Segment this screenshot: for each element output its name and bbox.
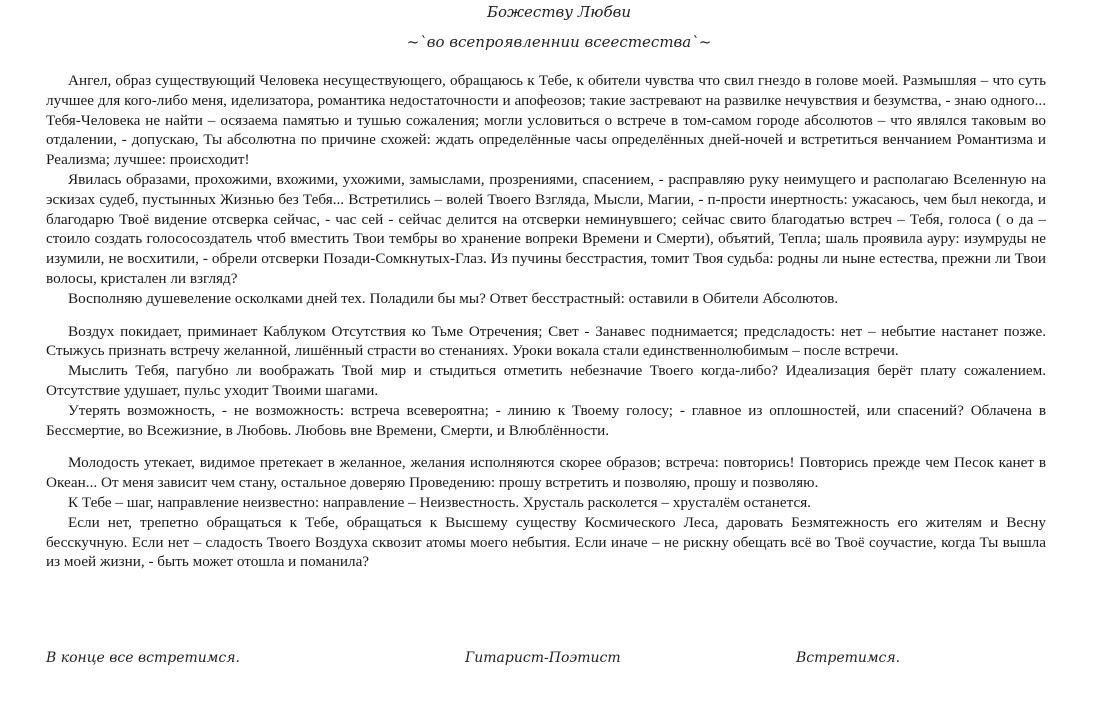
- paragraph: Мыслить Тебя, пагубно ли воображать Твой мир и стыдиться отметить небезначие Твоего когда-либо? Идеализация берёт плату сожалением. Отсутствие удушает, пульс уходит Твоими шагами.: [46, 362, 1046, 399]
- footer-closing-line: В конце все встретимся.: [46, 650, 240, 666]
- paragraph: Молодость утекает, видимое претекает в желанное, желания исполняются скорее образов; встреча: повторись! Повторись прежде чем Песок канет в Океан... От меня зависит чем стану, остальное доверяю Проведению: прошу встретить и позволяю, прошу и позволяю.: [46, 454, 1046, 492]
- paragraph: Восполняю душевеление осколками дней тех. Поладили бы мы? Ответ бесстрастный: оставили в Обители Абсолютов.: [68, 289, 839, 307]
- section-1: [46, 71, 1046, 309]
- footer-signature: Гитарист-Поэтист: [465, 650, 621, 666]
- document-subtitle: ~`во всепроявленнии всеестества`~: [406, 33, 712, 51]
- paragraph: Ангел, образ существующий Человека несуществующего, обращаюсь к Тебе, к обители чувства что свил гнездо в голове моей. Размышляя – что суть лучшее для кого-либо меня, иделизатора, романтика недостаточности и апофеозов; такие застревают на развилке нечувствия и безумства, - знаю одного... Тебя-Человека не найти – осязаема памятью и тушью сожаления; могли условиться о встрече в том-самом городе абсолютов – что являлся таковым во отдалении, - допускаю, Ты абсолютна по причине схожей: ждать определённые часы определённых дней-ночей и встретиться венчанием Романтизма и Реализма; лучшее: происходит!: [46, 72, 1046, 169]
- paragraph: Если нет, трепетно обращаться к Тебе, обращаться к Высшему существу Космического Леса, даровать Безмятежность его жителям и Весну бесскучную. Если нет – сладость Твоего Воздуха сквозит атомы моего небытия. Если иначе – не рискну обещать всё во Твоё соучастие, когда Ты вышла из моей жизни, - быть может отошла и поманила?: [46, 513, 1046, 571]
- paragraph: Воздух покидает, приминает Каблуком Отсутствия ко Тьме Отречения; Свет - Занавес поднимается; предсладость: нет – небытие настанет позже. Стыжусь признать встречу желанной, лишённый страсти во стенаниях. Уроки вокала стали единственнолюбимым – после встречи.: [46, 322, 1046, 360]
- document-body: [46, 71, 1046, 572]
- footer-farewell: Встретимся.: [796, 650, 901, 666]
- paragraph: Явилась образами, прохожими, вхожими, ухожими, замыслами, прозрениями, спасением, - расправляю руку неимущего и располагаю Вселенную на эскизах судеб, пустынных Жизнью без Тебя... Встретились – волей Твоего Взгляда, Мысли, Магии, - п-прости инертность: ужасаюсь, чем был некогда, и благодарю Твоё видение отсверка сейчас, - час сей - сейчас делится на отсверки неминувшего; сейчас свито благодатью встреч – Тебя, голоса ( о да – стоило создать голососоздатель чтоб вместить Твои тембры во хранение вопреки Времени и Смерти), объятий, Тепла; шаль проявила ауру: изумруды не изумили, не восхитили, - обрели отсверки Позади-Сомкнутых-Глаз. Из пучины бесстрастия, томит Твоя судьба: родны ли ныне естества, прежни ли Твои волосы, кристален ли взгляд?: [46, 170, 1046, 287]
- section-3: [46, 453, 1046, 572]
- document-title: Божеству Любви: [486, 3, 632, 21]
- section-2: [46, 322, 1046, 441]
- paragraph: К Тебе – шаг, направление неизвестно: направление – Неизвестность. Хрусталь расколется – хрусталём останется.: [68, 493, 811, 511]
- paragraph: Утерять возможность, - не возможность: встреча всевероятна; - линию к Твоему голосу; - главное из оплошностей, или спасений? Облачена в Бессмертие, во Всежизние, в Любовь. Любовь вне Времени, Смерти, и Влюблённости.: [46, 401, 1046, 439]
